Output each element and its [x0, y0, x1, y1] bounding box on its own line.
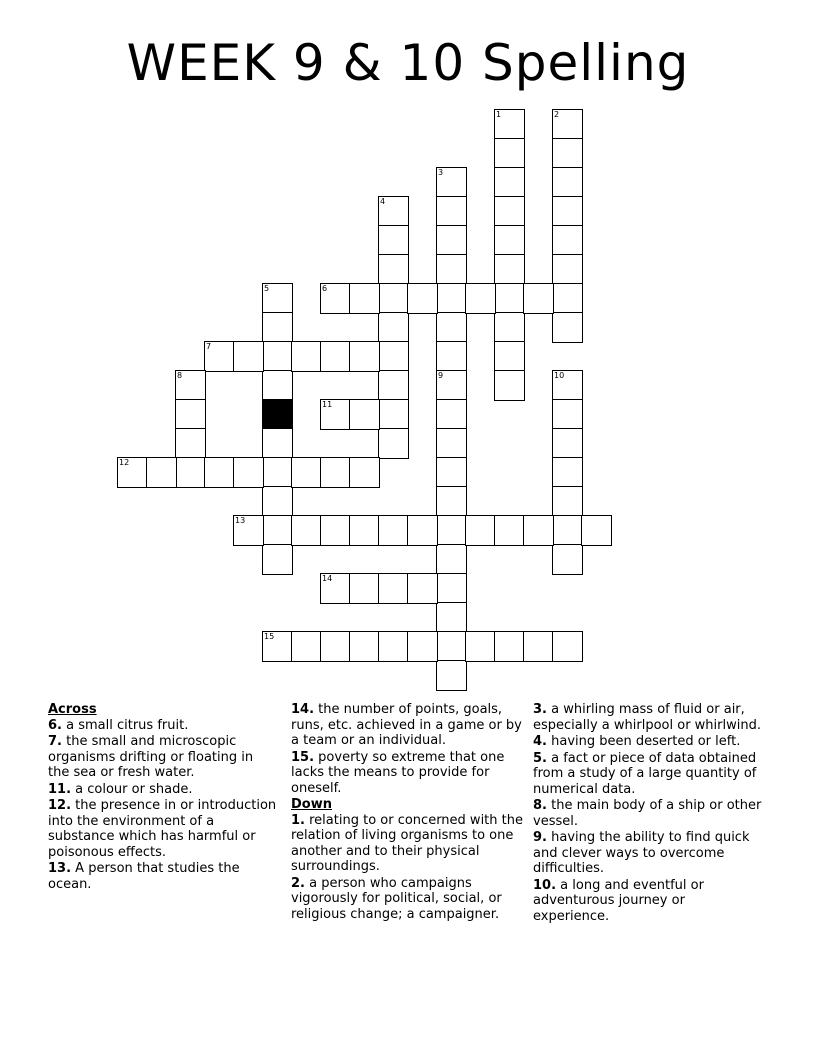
black-square	[262, 399, 293, 430]
crossword-cell[interactable]	[494, 515, 525, 546]
crossword-cell[interactable]	[204, 341, 235, 372]
crossword-cell[interactable]	[494, 225, 525, 256]
clue-number: 5.	[533, 750, 547, 766]
crossword-cell[interactable]	[552, 631, 583, 662]
clue-text: a long and eventful or adventurous journey or experience.	[533, 877, 704, 924]
clue-down-9	[533, 830, 765, 877]
crossword-cell[interactable]	[378, 370, 409, 401]
crossword-cell[interactable]	[552, 283, 583, 314]
clue-number: 6.	[48, 717, 62, 733]
clue-across-15	[291, 750, 523, 797]
clue-text: a colour or shade.	[75, 781, 193, 797]
clues-column-3	[533, 702, 765, 925]
crossword-cell[interactable]	[552, 196, 583, 227]
cell-number: 14	[322, 574, 333, 583]
crossword-cell[interactable]	[552, 457, 583, 488]
across-header: Across	[48, 702, 97, 717]
clue-down-1	[291, 813, 523, 875]
clue-down-4	[533, 734, 765, 750]
clues-column-2	[291, 702, 523, 923]
clue-text: a whirling mass of fluid or air, especially a whirlpool or whirlwind.	[533, 702, 761, 733]
clue-across-14	[291, 702, 523, 749]
cell-number: 12	[119, 458, 130, 467]
cell-number: 13	[235, 516, 246, 525]
clues-column-1	[48, 702, 278, 893]
clue-text: the main body of a ship or other vessel.	[533, 798, 762, 829]
crossword-cell[interactable]	[407, 515, 438, 546]
clue-down-2	[291, 876, 523, 923]
crossword-cell[interactable]	[378, 631, 409, 662]
crossword-cell[interactable]	[320, 399, 351, 430]
cell-number: 15	[264, 632, 275, 641]
crossword-cell[interactable]	[349, 283, 380, 314]
crossword-cell[interactable]	[436, 544, 467, 575]
crossword-cell[interactable]	[436, 254, 467, 285]
crossword-cell[interactable]	[233, 457, 264, 488]
crossword-cell[interactable]	[378, 225, 409, 256]
clue-number: 2.	[291, 875, 305, 891]
clue-number: 9.	[533, 830, 547, 845]
crossword-cell[interactable]	[552, 109, 583, 140]
crossword-cell[interactable]	[494, 312, 525, 343]
crossword-cell[interactable]	[320, 457, 351, 488]
crossword-cell[interactable]	[465, 283, 496, 314]
crossword-cell[interactable]	[407, 631, 438, 662]
clue-text: poverty so extreme that one lacks the means to provide for oneself.	[291, 749, 505, 796]
clue-down-5	[533, 751, 765, 798]
crossword-cell[interactable]	[349, 341, 380, 372]
page-title: WEEK 9 & 10 Spelling	[126, 34, 690, 92]
crossword-cell[interactable]	[378, 428, 409, 459]
clue-across-13	[48, 861, 278, 892]
crossword-cell[interactable]	[378, 573, 409, 604]
crossword-cell[interactable]	[378, 196, 409, 227]
crossword-cell[interactable]	[436, 312, 467, 343]
cell-number: 8	[177, 371, 183, 380]
down-header: Down	[291, 797, 332, 812]
crossword-cell[interactable]	[349, 457, 380, 488]
crossword-cell[interactable]	[349, 631, 380, 662]
crossword-cell[interactable]	[407, 573, 438, 604]
crossword-cell[interactable]	[465, 631, 496, 662]
crossword-cell[interactable]	[291, 631, 322, 662]
cell-number: 5	[264, 284, 270, 293]
crossword-cell[interactable]	[552, 370, 583, 401]
clue-number: 7.	[48, 734, 62, 749]
clue-text: a fact or piece of data obtained from a study of a large quantity of numerical data.	[533, 750, 757, 797]
crossword-cell[interactable]	[262, 457, 293, 488]
clue-number: 10.	[533, 877, 557, 893]
crossword-cell[interactable]	[494, 341, 525, 372]
crossword-cell[interactable]	[581, 515, 612, 546]
crossword-cell[interactable]	[436, 602, 467, 633]
cell-number: 2	[554, 110, 560, 119]
crossword-cell[interactable]	[262, 341, 293, 372]
clue-text: A person that studies the ocean.	[48, 861, 240, 892]
clue-text: a person who campaigns vigorously for political, social, or religious change; a campaigner.	[291, 875, 502, 922]
crossword-cell[interactable]	[436, 515, 467, 546]
crossword-cell[interactable]	[320, 573, 351, 604]
cell-number: 10	[554, 371, 565, 380]
clue-across-7	[48, 734, 278, 781]
crossword-cell[interactable]	[233, 341, 264, 372]
crossword-cell[interactable]	[494, 167, 525, 198]
clue-text: having been deserted or left.	[551, 734, 741, 749]
crossword-cell[interactable]	[552, 254, 583, 285]
crossword-cell[interactable]	[494, 283, 525, 314]
crossword-cell[interactable]	[494, 254, 525, 285]
crossword-cell[interactable]	[378, 283, 409, 314]
crossword-cell[interactable]	[552, 486, 583, 517]
cell-number: 9	[438, 371, 444, 380]
crossword-cell[interactable]	[262, 283, 293, 314]
crossword-cell[interactable]	[436, 573, 467, 604]
crossword-cell[interactable]	[349, 573, 380, 604]
crossword-cell[interactable]	[523, 515, 554, 546]
clue-number: 8.	[533, 798, 547, 813]
crossword-cell[interactable]	[291, 515, 322, 546]
crossword-cell[interactable]	[436, 660, 467, 691]
crossword-cell[interactable]	[146, 457, 177, 488]
clue-number: 4.	[533, 734, 547, 749]
crossword-cell[interactable]	[407, 283, 438, 314]
clue-text: the presence in or introduction into the environment of a substance which has harmful or poisonous effects.	[48, 798, 277, 860]
crossword-cell[interactable]	[378, 254, 409, 285]
crossword-cell[interactable]	[320, 631, 351, 662]
crossword-cell[interactable]	[117, 457, 148, 488]
crossword-cell[interactable]	[552, 312, 583, 343]
crossword-cell[interactable]	[523, 631, 554, 662]
crossword-cell[interactable]	[175, 428, 206, 459]
clues-section	[0, 702, 816, 1042]
clue-number: 12.	[48, 798, 72, 813]
crossword-cell[interactable]	[262, 312, 293, 343]
crossword-cell[interactable]	[349, 515, 380, 546]
crossword-cell[interactable]	[233, 515, 264, 546]
crossword-cell[interactable]	[552, 138, 583, 169]
crossword-cell[interactable]	[436, 631, 467, 662]
clue-number: 14.	[291, 702, 315, 717]
crossword-cell[interactable]	[552, 515, 583, 546]
crossword-cell[interactable]	[436, 399, 467, 430]
clue-across-11	[48, 782, 278, 798]
crossword-cell[interactable]	[552, 428, 583, 459]
crossword-cell[interactable]	[320, 515, 351, 546]
clue-number: 11.	[48, 781, 72, 797]
crossword-cell[interactable]	[262, 631, 293, 662]
clue-down-3	[533, 702, 765, 733]
clue-number: 3.	[533, 702, 547, 717]
clue-text: relating to or concerned with the relation of living organisms to one another and to their physical surroundings.	[291, 812, 523, 874]
crossword-cell[interactable]	[378, 312, 409, 343]
crossword-cell[interactable]	[320, 283, 351, 314]
cell-number: 1	[496, 110, 502, 119]
crossword-cell[interactable]	[436, 341, 467, 372]
crossword-cell[interactable]	[262, 515, 293, 546]
crossword-cell[interactable]	[436, 370, 467, 401]
cell-number: 7	[206, 342, 212, 351]
crossword-cell[interactable]	[465, 515, 496, 546]
cell-number: 6	[322, 284, 328, 293]
crossword-cell[interactable]	[494, 370, 525, 401]
clue-text: the number of points, goals, runs, etc. achieved in a game or by a team or an individual.	[291, 702, 522, 748]
cell-number: 11	[322, 400, 333, 409]
crossword-cell[interactable]	[436, 283, 467, 314]
clue-text: having the ability to find quick and clever ways to overcome difficulties.	[533, 830, 750, 876]
clue-number: 1.	[291, 812, 305, 828]
crossword-cell[interactable]	[262, 428, 293, 459]
crossword-cell[interactable]	[262, 486, 293, 517]
crossword-cell[interactable]	[262, 370, 293, 401]
crossword-cell[interactable]	[494, 138, 525, 169]
crossword-cell[interactable]	[494, 196, 525, 227]
cell-number: 4	[380, 197, 386, 206]
crossword-cell[interactable]	[436, 486, 467, 517]
crossword-cell[interactable]	[552, 225, 583, 256]
clue-down-10	[533, 878, 765, 925]
crossword-cell[interactable]	[175, 399, 206, 430]
crossword-cell[interactable]	[436, 167, 467, 198]
clue-text: a small citrus fruit.	[66, 717, 189, 733]
cell-number: 3	[438, 168, 444, 177]
crossword-cell[interactable]	[291, 341, 322, 372]
crossword-cell[interactable]	[378, 399, 409, 430]
clue-across-6	[48, 718, 278, 734]
crossword-cell[interactable]	[378, 341, 409, 372]
crossword-cell[interactable]	[436, 457, 467, 488]
crossword-cell[interactable]	[175, 370, 206, 401]
clue-text: the small and microscopic organisms drifting or floating in the sea or fresh water.	[48, 734, 254, 780]
crossword-cell[interactable]	[204, 457, 235, 488]
crossword-cell[interactable]	[262, 544, 293, 575]
clue-across-12	[48, 798, 278, 860]
crossword-cell[interactable]	[494, 109, 525, 140]
clue-down-8	[533, 798, 765, 829]
crossword-cell[interactable]	[320, 341, 351, 372]
crossword-cell[interactable]	[291, 457, 322, 488]
crossword-cell[interactable]	[436, 428, 467, 459]
crossword-cell[interactable]	[436, 225, 467, 256]
clue-number: 15.	[291, 749, 315, 765]
crossword-cell[interactable]	[175, 457, 206, 488]
crossword-cell[interactable]	[349, 399, 380, 430]
crossword-cell[interactable]	[552, 167, 583, 198]
crossword-cell[interactable]	[552, 544, 583, 575]
crossword-cell[interactable]	[552, 399, 583, 430]
crossword-cell[interactable]	[523, 283, 554, 314]
clue-number: 13.	[48, 861, 72, 876]
crossword-cell[interactable]	[436, 196, 467, 227]
crossword-cell[interactable]	[494, 631, 525, 662]
crossword-cell[interactable]	[378, 515, 409, 546]
